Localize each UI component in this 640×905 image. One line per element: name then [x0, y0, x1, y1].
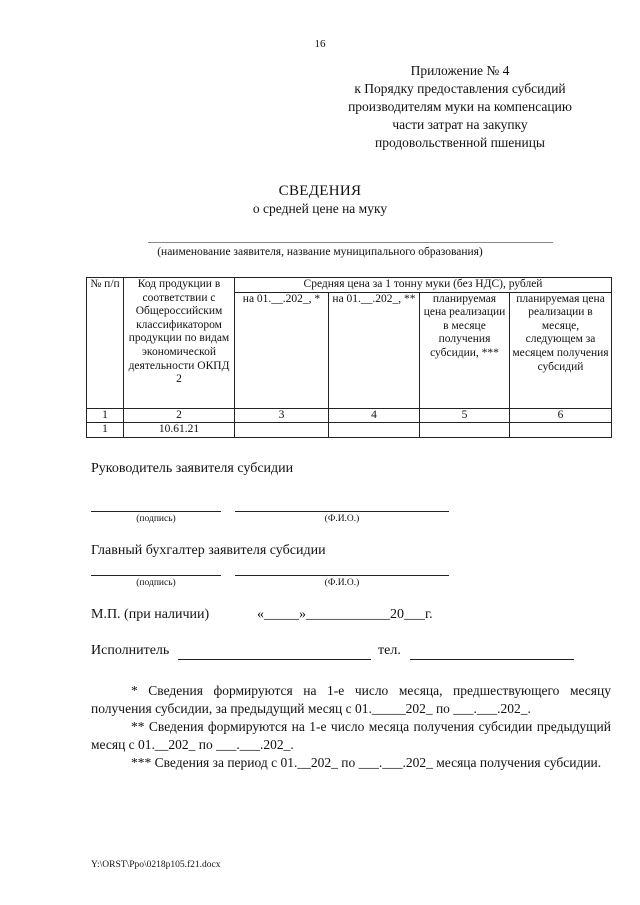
- header-price-period-1: на 01.__.202_, *: [235, 292, 329, 408]
- table-cell: 2: [124, 408, 235, 423]
- header-product-code: Код продукции в соответствии с Общероссийским классификатором продукции по видам экономической деятельности ОКПД 2: [124, 278, 235, 409]
- table-cell: 4: [329, 408, 420, 423]
- table-cell-editable[interactable]: [510, 423, 612, 438]
- date-field[interactable]: «_____»____________20___г.: [257, 607, 433, 622]
- head-name-line[interactable]: [235, 511, 449, 512]
- footnote-3: [91, 754, 611, 772]
- document-title: СВЕДЕНИЯ: [278, 183, 362, 199]
- footnote-text: ** Сведения формируются на 1-е число месяца получения субсидии предыдущий месяц с 01.__202_ по ___.___.202_.: [91, 719, 611, 752]
- stamp-label: М.П. (при наличии): [91, 607, 210, 622]
- table-cell: 6: [510, 408, 612, 423]
- table-cell: 3: [235, 408, 329, 423]
- name-caption: (Ф.И.О.): [324, 514, 360, 524]
- phone-line[interactable]: [410, 659, 574, 660]
- signature-caption: (подпись): [136, 514, 176, 524]
- header-planned-price-next: планируемая цена реализации в месяце, следующем за месяцем получения субсидий: [510, 292, 612, 408]
- phone-label: тел.: [378, 643, 401, 658]
- column-number-row: [87, 408, 612, 423]
- footnote-2: [91, 718, 611, 754]
- appendix-line: части затрат на закупку: [392, 117, 528, 132]
- accountant-name-line[interactable]: [235, 575, 449, 576]
- appendix-line: к Порядку предоставления субсидий: [354, 81, 566, 96]
- footnote-1: [91, 682, 611, 718]
- name-caption: (Ф.И.О.): [324, 578, 360, 588]
- table-cell-editable[interactable]: [329, 423, 420, 438]
- applicant-caption: (наименование заявителя, название муниципального образования): [157, 246, 483, 258]
- document-subtitle: о средней цене на муку: [252, 201, 388, 216]
- table-cell-editable[interactable]: [420, 423, 510, 438]
- executor-label: Исполнитель: [91, 643, 170, 658]
- footnote-text: * Сведения формируются на 1-е число месяца, предшествующего месяцу получения субсидии, за предыдущий месяц с 01._____202_ по ___.___.202_.: [91, 683, 611, 716]
- head-signature-line[interactable]: [91, 511, 221, 512]
- header-average-price: Средняя цена за 1 тонну муки (без НДС), рублей: [235, 278, 612, 293]
- header-planned-price-current: планируемая цена реализации в месяце получения субсидии, ***: [420, 292, 510, 408]
- executor-name-line[interactable]: [178, 659, 371, 660]
- table-cell: 1: [87, 408, 124, 423]
- applicant-name-line[interactable]: [148, 242, 553, 243]
- header-row-number: № п/п: [87, 278, 124, 409]
- page-number: 16: [314, 38, 326, 50]
- appendix-line: Приложение № 4: [410, 63, 510, 78]
- appendix-header: [310, 62, 610, 152]
- file-path: Y:\ORST\Ppo\0218p105.f21.docx: [91, 860, 221, 870]
- footnote-text: *** Сведения за период с 01.__202_ по ___.___.202_ месяца получения субсидии.: [131, 755, 602, 770]
- table-cell-editable[interactable]: [235, 423, 329, 438]
- table-cell: 5: [420, 408, 510, 423]
- header-price-period-2: на 01.__.202_, **: [329, 292, 420, 408]
- table-cell: 10.61.21: [124, 423, 235, 438]
- accountant-signature-line[interactable]: [91, 575, 221, 576]
- appendix-line: производителям муки на компенсацию: [348, 99, 572, 114]
- table-row: [87, 423, 612, 438]
- appendix-line: продовольственной пшеницы: [374, 135, 546, 150]
- head-label: Руководитель заявителя субсидии: [91, 461, 294, 476]
- table-cell: 1: [87, 423, 124, 438]
- accountant-label: Главный бухгалтер заявителя субсидии: [91, 543, 326, 558]
- price-table: [86, 277, 612, 438]
- signature-caption: (подпись): [136, 578, 176, 588]
